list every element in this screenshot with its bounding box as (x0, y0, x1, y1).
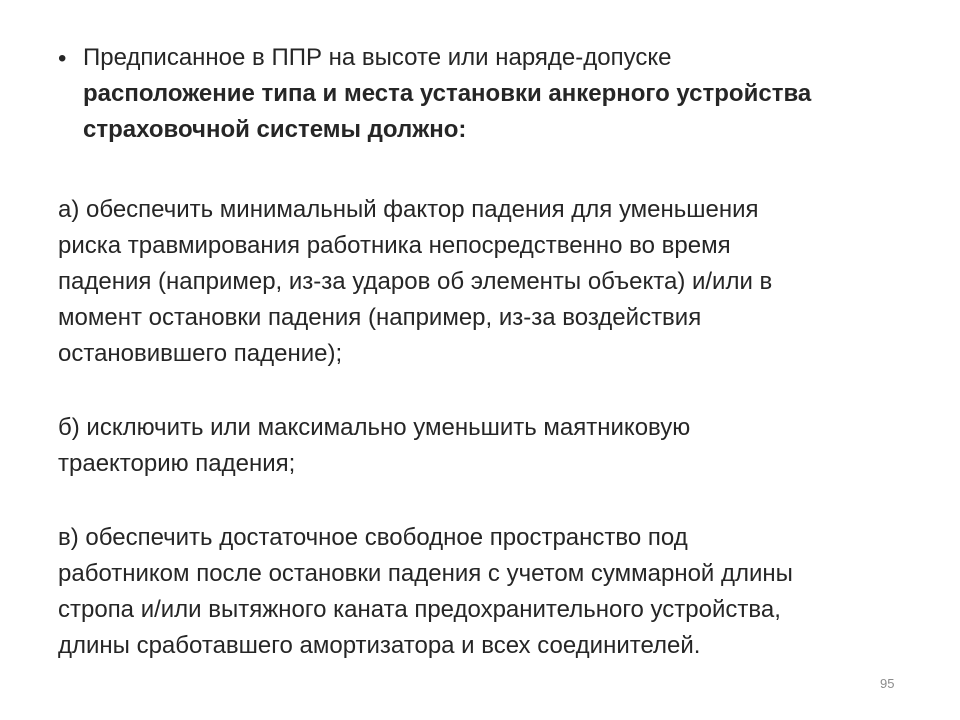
paragraph-c-line: в) обеспечить достаточное свободное пространство под (58, 524, 688, 551)
paragraph-c-line: работником после остановки падения с учетом суммарной длины (58, 560, 793, 587)
paragraph-a-line: падения (например, из-за ударов об элементы объекта) и/или в (58, 268, 773, 295)
bullet-marker: • (58, 45, 67, 72)
paragraph-a-line: а) обеспечить минимальный фактор падения для уменьшения (58, 196, 759, 223)
paragraph-a-line: остановившего падение); (58, 340, 343, 367)
paragraph-c (58, 520, 888, 664)
paragraph-a (58, 192, 888, 372)
paragraph-c-line: стропа и/или вытяжного каната предохранительного устройства, (58, 596, 781, 623)
paragraph-c-line: длины сработавшего амортизатора и всех соединителей. (58, 632, 701, 659)
paragraph-a-line: момент остановки падения (например, из-за воздействия (58, 304, 702, 331)
paragraph-b-line: б) исключить или максимально уменьшить маятниковую (58, 414, 691, 441)
bullet-line-3: страховочной системы должно: (83, 116, 467, 143)
page-number: 95 (880, 676, 895, 691)
bullet-line-2: расположение типа и места установки анкерного устройства (83, 80, 812, 107)
paragraph-b-line: траекторию падения; (58, 450, 296, 477)
paragraph-a-line: риска травмирования работника непосредственно во время (58, 232, 731, 259)
bullet-line-1: Предписанное в ППР на высоте или наряде-допуске (83, 44, 672, 71)
bullet-item (58, 40, 878, 148)
paragraph-b (58, 410, 888, 482)
bullet-text (83, 40, 878, 148)
